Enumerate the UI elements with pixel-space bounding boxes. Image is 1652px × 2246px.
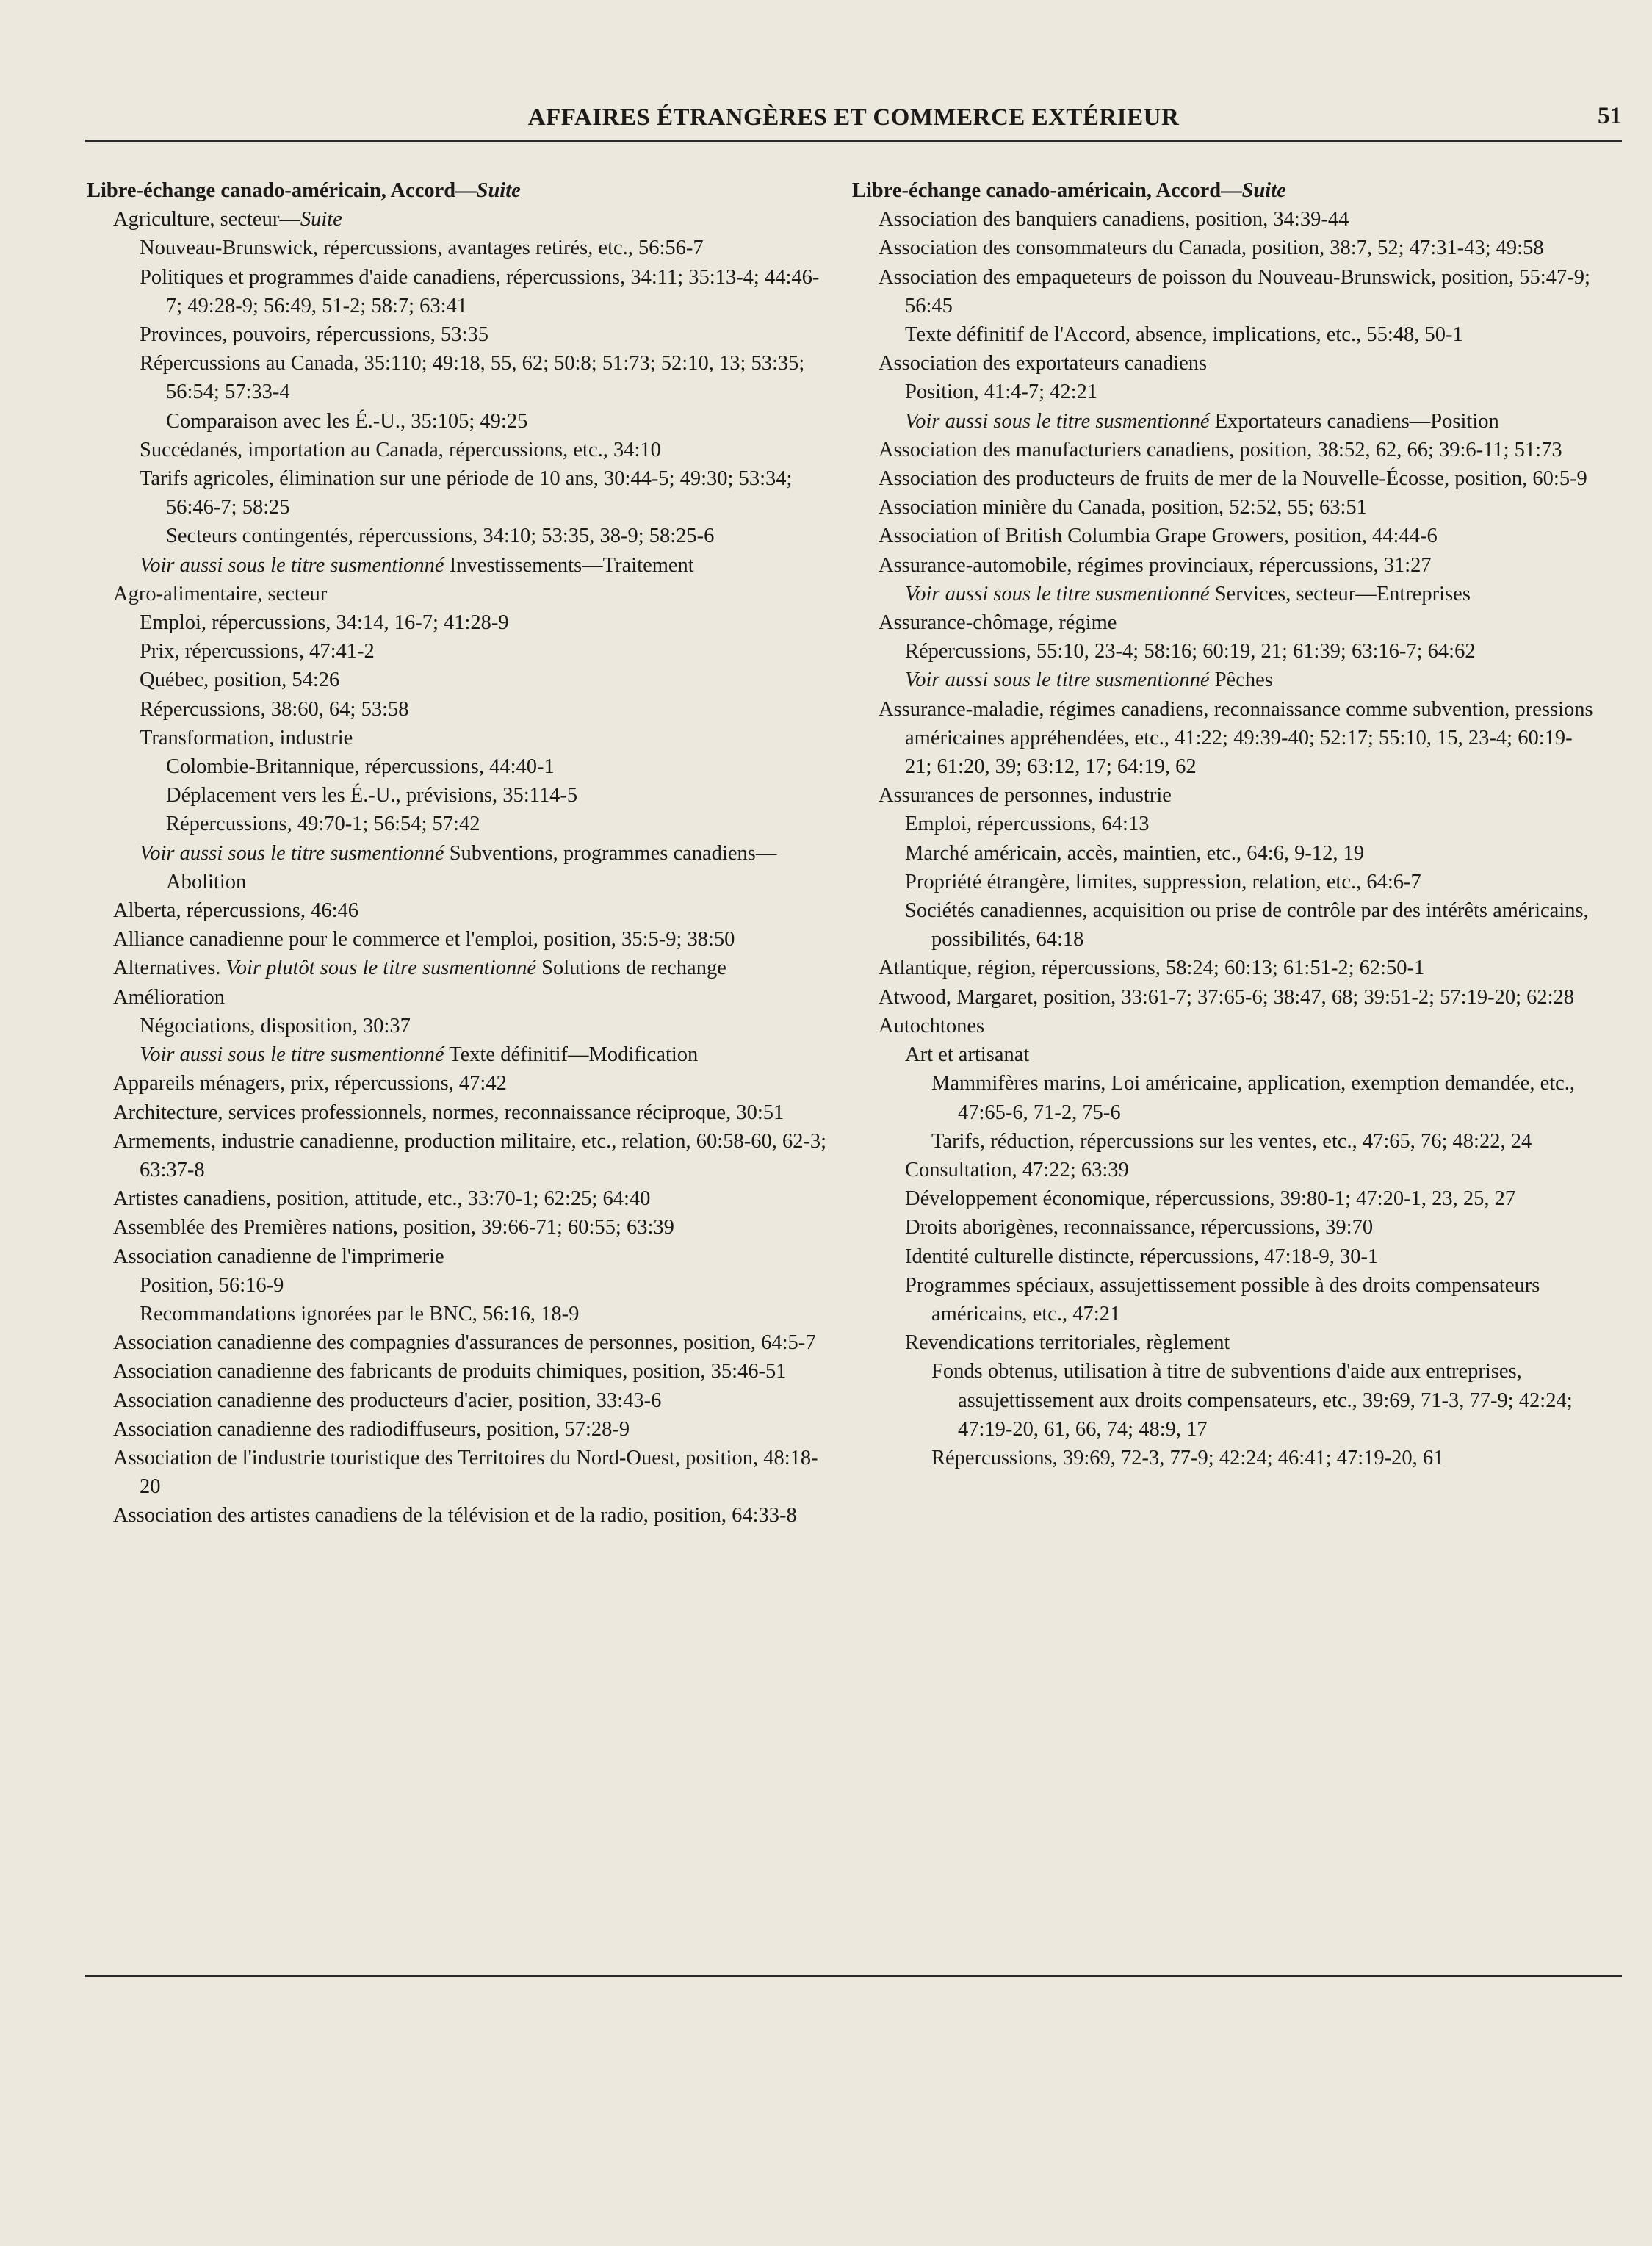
index-entry: Succédanés, importation au Canada, répercussions, etc., 34:10 xyxy=(140,438,661,461)
index-entry: Transformation, industrie xyxy=(140,726,353,749)
index-entry: Emploi, répercussions, 64:13 xyxy=(905,813,1150,836)
index-entry: Association des producteurs de fruits de mer de la Nouvelle-Écosse, position, 60:5-9 xyxy=(879,467,1587,491)
index-entry: Armements, industrie canadienne, production militaire, etc., relation, 60:58-60, 62-3; 63:37-8 xyxy=(113,1129,827,1181)
index-entry: Politiques et programmes d'aide canadiens, répercussions, 34:11; 35:13-4; 44:46-7; 49:28-9; 56:49, 51-2; 58:7; 63:41 xyxy=(140,265,820,317)
index-entry: Position, 56:16-9 xyxy=(140,1273,284,1297)
index-entry: Libre-échange canado-américain, Accord—Suite xyxy=(87,179,521,202)
index-entry: Amélioration xyxy=(113,985,225,1009)
index-entry: Agriculture, secteur—Suite xyxy=(113,208,342,231)
index-entry: Nouveau-Brunswick, répercussions, avantages retirés, etc., 56:56-7 xyxy=(140,237,704,260)
index-entry: Répercussions, 39:69, 72-3, 77-9; 42:24; 46:41; 47:19-20, 61 xyxy=(931,1446,1444,1469)
index-column-right xyxy=(852,176,1594,1472)
index-entry: Position, 41:4-7; 42:21 xyxy=(905,381,1098,404)
index-entry: Tarifs, réduction, répercussions sur les ventes, etc., 47:65, 76; 48:22, 24 xyxy=(931,1129,1532,1153)
index-entry: Association des empaqueteurs de poisson du Nouveau-Brunswick, position, 55:47-9; 56:45 xyxy=(879,265,1590,317)
index-entry: Répercussions au Canada, 35:110; 49:18, 55, 62; 50:8; 51:73; 52:10, 13; 53:35; 56:54; 57:33-4 xyxy=(140,352,805,404)
index-entry: Association canadienne des compagnies d'assurances de personnes, position, 64:5-7 xyxy=(113,1331,816,1355)
index-entry: Marché américain, accès, maintien, etc., 64:6, 9-12, 19 xyxy=(905,841,1365,865)
index-entry: Atwood, Margaret, position, 33:61-7; 37:65-6; 38:47, 68; 39:51-2; 57:19-20; 62:28 xyxy=(879,985,1575,1009)
index-entry: Architecture, services professionnels, normes, reconnaissance réciproque, 30:51 xyxy=(113,1101,784,1124)
index-entry: Répercussions, 55:10, 23-4; 58:16; 60:19, 21; 61:39; 63:16-7; 64:62 xyxy=(905,640,1476,663)
index-entry: Répercussions, 38:60, 64; 53:58 xyxy=(140,697,409,721)
index-entry: Assurance-maladie, régimes canadiens, reconnaissance comme subvention, pressions américaines appréhendées, etc., 41:22; 49:39-40; 52:17; 55:10, 15, 23-4; 60:19-21; 61:20, 39; 63:12, 17; 64:19, 62 xyxy=(879,697,1593,779)
index-entry: Comparaison avec les É.-U., 35:105; 49:25 xyxy=(166,409,528,433)
index-entry: Tarifs agricoles, élimination sur une période de 10 ans, 30:44-5; 49:30; 53:34; 56:46-7; 58:25 xyxy=(140,467,793,519)
index-entry: Association minière du Canada, position, 52:52, 55; 63:51 xyxy=(879,496,1367,519)
index-entry: Négociations, disposition, 30:37 xyxy=(140,1014,411,1037)
index-entry: Voir aussi sous le titre susmentionné Subventions, programmes canadiens—Abolition xyxy=(140,841,777,893)
index-entry: Association des artistes canadiens de la télévision et de la radio, position, 64:33-8 xyxy=(113,1504,797,1527)
index-entry: Développement économique, répercussions, 39:80-1; 47:20-1, 23, 25, 27 xyxy=(905,1187,1516,1211)
page-number: 51 xyxy=(1598,103,1622,129)
index-entry: Emploi, répercussions, 34:14, 16-7; 41:28-9 xyxy=(140,611,509,635)
index-entry: Voir aussi sous le titre susmentionné Services, secteur—Entreprises xyxy=(905,582,1471,605)
index-entry: Mammifères marins, Loi américaine, application, exemption demandée, etc., 47:65-6, 71-2, 75-6 xyxy=(931,1072,1576,1124)
index-entry: Colombie-Britannique, répercussions, 44:40-1 xyxy=(166,755,555,779)
index-entry: Recommandations ignorées par le BNC, 56:16, 18-9 xyxy=(140,1302,580,1325)
index-entry: Prix, répercussions, 47:41-2 xyxy=(140,640,375,663)
index-entry: Revendications territoriales, règlement xyxy=(905,1331,1230,1355)
index-entry: Propriété étrangère, limites, suppression, relation, etc., 64:6-7 xyxy=(905,870,1421,893)
index-entry: Secteurs contingentés, répercussions, 34:10; 53:35, 38-9; 58:25-6 xyxy=(166,525,715,548)
index-entry: Fonds obtenus, utilisation à titre de subventions d'aide aux entreprises, assujettissement aux droits compensateurs, etc., 39:69, 71-3, 77-9; 42:24; 47:19-20, 61, 66, 74; 48:9, 17 xyxy=(931,1360,1573,1441)
index-entry: Alternatives. Voir plutôt sous le titre susmentionné Solutions de rechange xyxy=(113,957,726,980)
index-entry: Programmes spéciaux, assujettissement possible à des droits compensateurs américains, etc., 47:21 xyxy=(905,1273,1540,1325)
index-entry: Droits aborigènes, reconnaissance, répercussions, 39:70 xyxy=(905,1216,1374,1239)
index-entry: Association des manufacturiers canadiens, position, 38:52, 62, 66; 39:6-11; 51:73 xyxy=(879,438,1562,461)
index-entry: Alberta, répercussions, 46:46 xyxy=(113,899,358,923)
index-entry: Voir aussi sous le titre susmentionné Exportateurs canadiens—Position xyxy=(905,409,1499,433)
index-entry: Identité culturelle distincte, répercussions, 47:18-9, 30-1 xyxy=(905,1245,1379,1268)
index-entry: Association canadienne des radiodiffuseurs, position, 57:28-9 xyxy=(113,1417,630,1441)
index-entry: Association of British Columbia Grape Growers, position, 44:44-6 xyxy=(879,525,1438,548)
index-entry: Art et artisanat xyxy=(905,1043,1030,1067)
index-entry: Association de l'industrie touristique des Territoires du Nord-Ouest, position, 48:18-20 xyxy=(113,1446,818,1499)
index-entry: Assurance-chômage, régime xyxy=(879,611,1117,635)
index-column-left xyxy=(87,176,829,1530)
index-entry: Déplacement vers les É.-U., prévisions, 35:114-5 xyxy=(166,784,578,807)
page-header xyxy=(85,101,1622,142)
index-entry: Assemblée des Premières nations, position, 39:66-71; 60:55; 63:39 xyxy=(113,1216,674,1239)
index-entry: Sociétés canadiennes, acquisition ou prise de contrôle par des intérêts américains, possibilités, 64:18 xyxy=(905,899,1589,951)
index-entry: Association des consommateurs du Canada, position, 38:7, 52; 47:31-43; 49:58 xyxy=(879,237,1544,260)
index-entry: Provinces, pouvoirs, répercussions, 53:35 xyxy=(140,323,488,347)
index-entry: Voir aussi sous le titre susmentionné Texte définitif—Modification xyxy=(140,1043,699,1067)
index-entry: Alliance canadienne pour le commerce et l'emploi, position, 35:5-9; 38:50 xyxy=(113,928,735,951)
index-entry: Québec, position, 54:26 xyxy=(140,669,340,692)
index-entry: Artistes canadiens, position, attitude, etc., 33:70-1; 62:25; 64:40 xyxy=(113,1187,651,1211)
index-entry: Voir aussi sous le titre susmentionné Investissements—Traitement xyxy=(140,553,694,577)
index-entry: Atlantique, région, répercussions, 58:24; 60:13; 61:51-2; 62:50-1 xyxy=(879,957,1425,980)
index-entry: Agro-alimentaire, secteur xyxy=(113,582,328,605)
index-entry: Répercussions, 49:70-1; 56:54; 57:42 xyxy=(166,813,480,836)
index-entry: Association canadienne des fabricants de produits chimiques, position, 35:46-51 xyxy=(113,1360,787,1383)
index-entry: Association canadienne de l'imprimerie xyxy=(113,1245,444,1268)
index-entry: Assurance-automobile, régimes provinciaux, répercussions, 31:27 xyxy=(879,553,1432,577)
index-entry: Texte définitif de l'Accord, absence, implications, etc., 55:48, 50-1 xyxy=(905,323,1463,347)
index-entry: Appareils ménagers, prix, répercussions, 47:42 xyxy=(113,1072,507,1095)
index-entry: Association des exportateurs canadiens xyxy=(879,352,1208,375)
index-entry: Assurances de personnes, industrie xyxy=(879,784,1172,807)
index-entry: Association canadienne des producteurs d'acier, position, 33:43-6 xyxy=(113,1389,662,1412)
index-entry: Association des banquiers canadiens, position, 34:39-44 xyxy=(879,208,1349,231)
footer-rule xyxy=(85,1975,1622,1977)
index-entry: Consultation, 47:22; 63:39 xyxy=(905,1158,1129,1181)
index-entry: Autochtones xyxy=(879,1014,985,1037)
index-entry: Libre-échange canado-américain, Accord—Suite xyxy=(852,179,1286,202)
running-head: AFFAIRES ÉTRANGÈRES ET COMMERCE EXTÉRIEUR xyxy=(527,104,1180,131)
index-entry: Voir aussi sous le titre susmentionné Pêches xyxy=(905,669,1273,692)
